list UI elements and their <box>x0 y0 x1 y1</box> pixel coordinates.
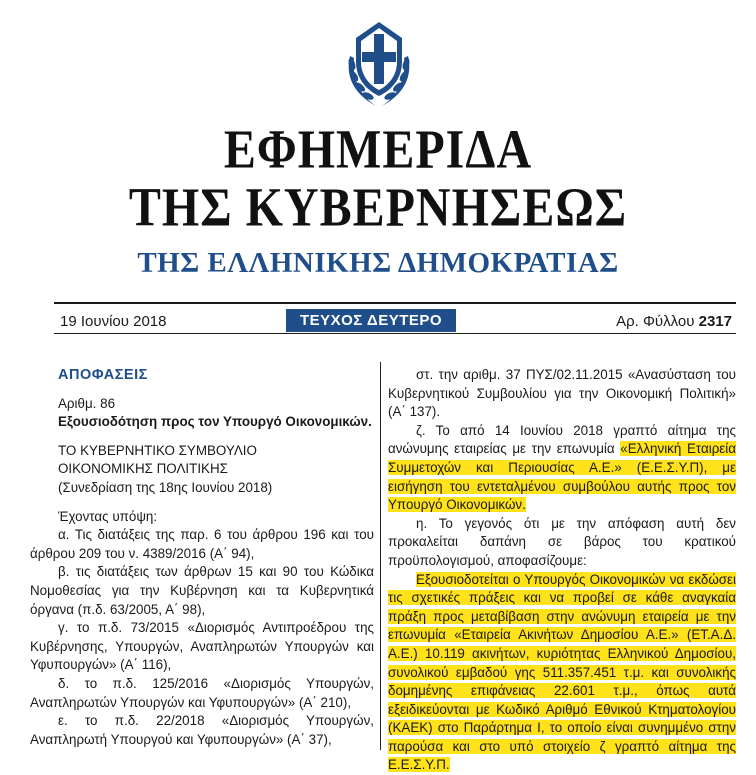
gazette-title-line2: ΤΗΣ ΚΥΒΕΡΝΗΣΕΩΣ <box>128 177 628 239</box>
header-rule-top <box>54 302 736 304</box>
gazette-subtitle: ΤΗΣ ΕΛΛΗΝΙΚΗΣ ΔΗΜΟΚΡΑΤΙΑΣ <box>137 247 619 279</box>
decision-text <box>388 571 736 775</box>
column-divider <box>380 362 381 750</box>
sheet-number: Αρ. Φύλλου 2317 <box>616 313 732 330</box>
clause-h: η. Το γεγονός ότι με την απόφαση αυτή δεν προκαλείται δαπάνη σε βάρος του κρατικού προϋπολογισμού, αποφασίζουμε: <box>388 515 736 568</box>
issuer-block <box>58 442 374 498</box>
clause-b: β. τις διατάξεις των άρθρων 15 και 90 του Κώδικα Νομοθεσίας για την Κυβέρνηση και τα Κυβερνητικά όργανα (π.δ. 63/2005, Α΄ 98), <box>30 564 374 617</box>
clause-a: α. Τις διατάξεις της παρ. 6 του άρθρου 196 και του άρθρου 209 του ν. 4389/2016 (Α΄ 94), <box>30 527 374 561</box>
clause-c: γ. το π.δ. 73/2015 «Διορισμός Αντιπροέδρου της Κυβέρνησης, Υπουργών, Αναπληρωτών Υπουργών και Υφυπουργών» (Α΄ 116), <box>30 620 374 673</box>
right-column <box>388 366 736 775</box>
clause-d: δ. το π.δ. 125/2016 «Διορισμός Υπουργών, Αναπληρωτών Υπουργών και Υφυπουργών» (Α΄ 210), <box>30 675 374 710</box>
clause-st: στ. την αριθμ. 37 ΠΥΣ/02.11.2015 «Ανασύσταση του Κυβερνητικού Συμβουλίου για την Οικονομική Πολιτική» (Α΄ 137). <box>388 367 736 420</box>
section-title: ΑΠΟΦΑΣΕΙΣ <box>58 367 148 383</box>
decision-heading: Εξουσιοδότηση προς τον Υπουργό Οικονομικών. <box>58 414 372 430</box>
session-date: (Συνεδρίαση της 18ης Ιουνίου 2018) <box>58 479 273 495</box>
issuer-line1: ΤΟ ΚΥΒΕΡΝΗΤΙΚΟ ΣΥΜΒΟΥΛΙΟ <box>58 442 257 458</box>
coat-of-arms-icon <box>340 16 418 112</box>
issue-date: 19 Ιουνίου 2018 <box>60 313 167 330</box>
issuer-line2: ΟΙΚΟΝΟΜΙΚΗΣ ΠΟΛΙΤΙΚΗΣ <box>58 461 228 477</box>
clause-z: ζ. Το από 14 Ιουνίου 2018 γραπτό αίτημα της ανώνυμης εταιρείας με την επωνυμία «Ελληνική Εταιρεία Συμμετοχών και Περιουσίας Α.Ε.» (Ε.Ε.Σ.Υ.Π), με εισήγηση του εντεταλμένου συμβούλου αυτής προς τον Υπουργό Οικονομικών. <box>388 422 736 513</box>
highlighted-decision: Εξουσιοδοτείται ο Υπουργός Οικονομικών να εκδώσει τις σχετικές πράξεις και να προβεί σε κάθε αναγκαία πράξη προς μεταβίβαση στην ανώνυμη εταιρεία με την επωνυμία «Εταιρεία Ακινήτων Δημοσίου Α.Ε.» (ΕΤ.Α.Δ. Α.Ε.) 10.119 ακινήτων, κυριότητας Ελληνικού Δημοσίου, συνολικού εμβαδού γης 511.357.451 τ.μ. και συνολικής δομημένης επιφάνειας 22.601 τ.μ., όπως αυτά εξειδικεύονται με Κωδικό Αριθμό Εθνικού Κτηματολογίου (ΚΑΕΚ) στο Παράρτημα Ι, το οποίο είναι συνημμένο στην παρούσα και στο υπό στοιχείο ζ γραπτό αίτημα της Ε.Ε.Σ.Υ.Π. <box>388 571 736 773</box>
having-regard-label: Έχοντας υπόψη: <box>58 508 158 524</box>
clause-e: ε. το π.δ. 22/2018 «Διορισμός Υπουργών, Αναπληρωτή Υπουργού και Υφυπουργών» (Α΄ 37), <box>30 713 374 747</box>
decision-number: Αριθμ. 86 <box>58 395 116 411</box>
issue-badge: ΤΕΥΧΟΣ ΔΕΥΤΕΡΟ <box>286 309 456 332</box>
header-rule-bottom <box>54 333 736 334</box>
gazette-title-line1: ΕΦΗΜΕΡΙΔΑ <box>223 119 533 181</box>
highlighted-text: «Ελληνική Εταιρεία Συμμετοχών και Περιουσίας Α.Ε.» (Ε.Ε.Σ.Υ.Π), με εισήγηση του εντεταλμένου συμβούλου αυτής προς τον Υπουργό Οικονομικών. <box>388 441 736 513</box>
left-column <box>30 366 374 749</box>
